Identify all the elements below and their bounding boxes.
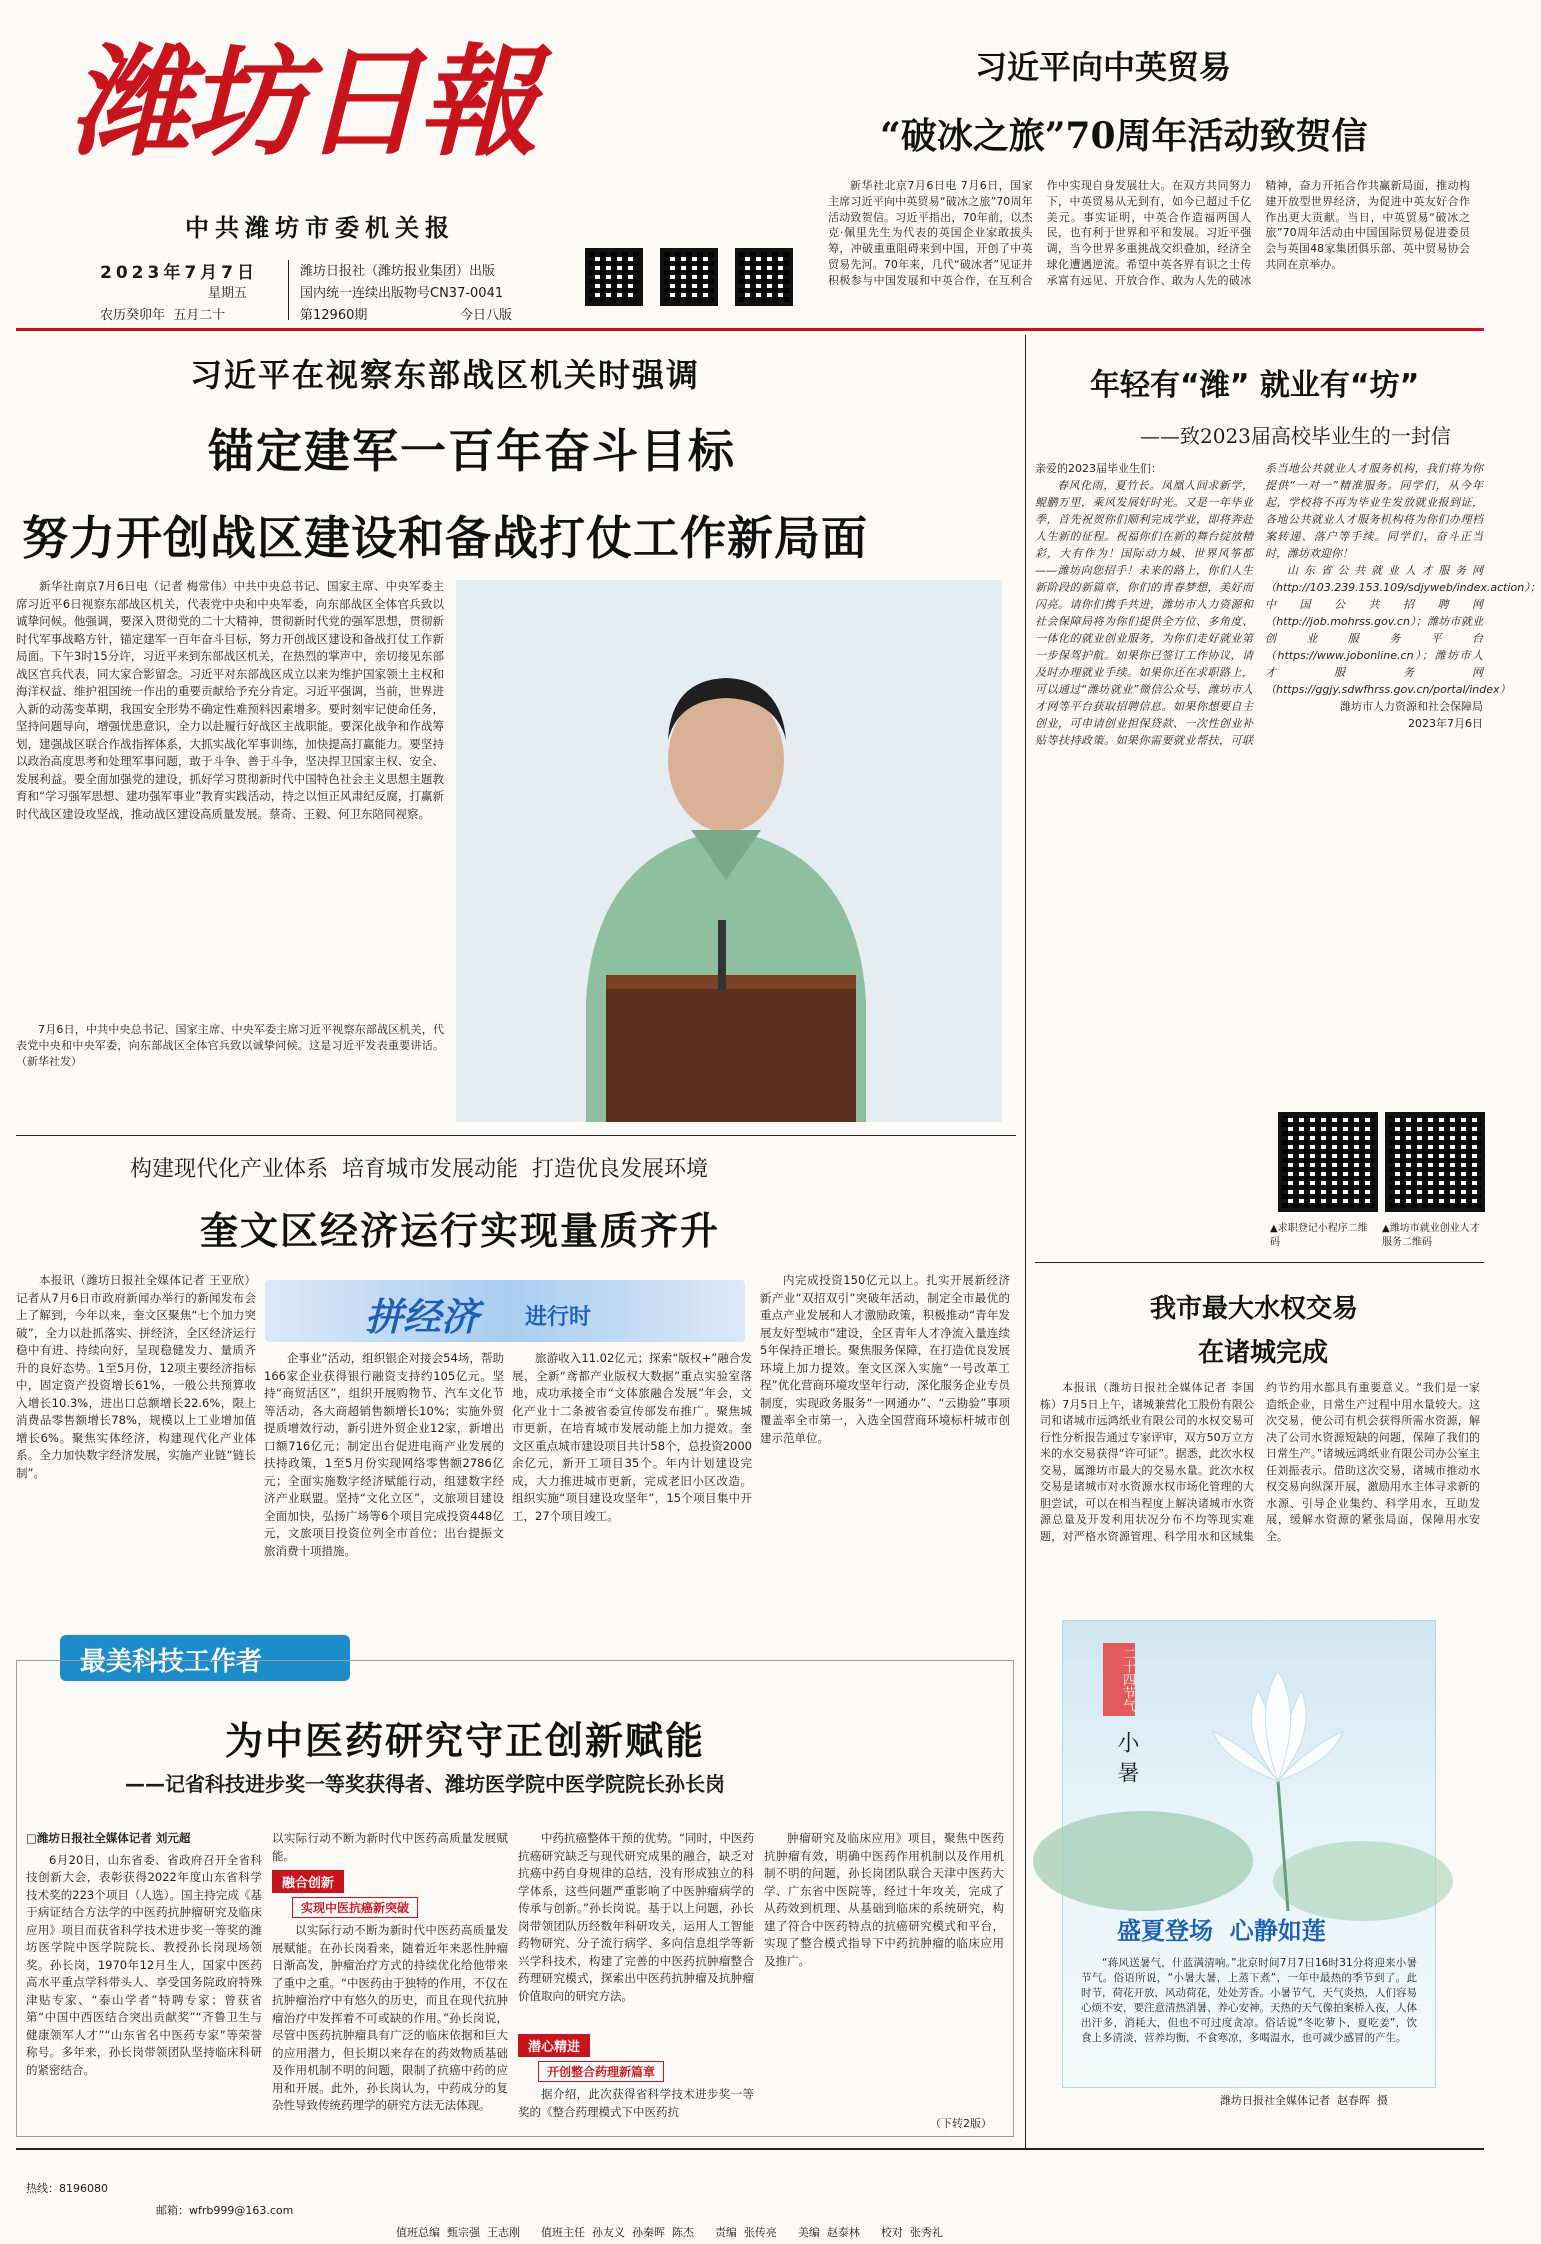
water-title-2: 在诸城完成	[1198, 1338, 1329, 1368]
masthead	[60, 28, 780, 328]
economy-col-4-text: 内完成投资150亿元以上。扎实开展新经济新产业“双招双引”突破年活动，制定全市最优的重点产业发展和人才激励政策，积极推动“青年发展友好型城市”建设，全区青年人才净流入量连续5年保持正增长。聚焦服务保障，在打造优良发展环境上加力提效。奎文区深入实施“一号改革工程”优化营商环境攻坚年行动，深化服务企业专员制度，实现政务服务“一网通办”、“云勘验”事项覆盖率全市第一，入选全国营商环境标杆城市创建示范单位。	[760, 1273, 1010, 1445]
trade-headline-2: “破冰之旅”70周年活动致贺信	[880, 115, 1368, 157]
xiaoshu-text: “蒋风送暑气，什蓝满清响。”北京时间7月7日16时31分将迎来小暑节气。俗语所说，“小暑大暑，上蒸下煮”，一年中最热的季节到了。此时节，荷花开放，风动荷花，处处芳香。小暑节气，天气炎热，人们容易心烦不安，要注意清热消暑、养心安神。天热的天气像拍案桥入夜，人体出汗多，消耗大，但也不可过度贪凉。俗话说“冬吃萝卜，夏吃姜”，饮食上多清淡，营养均衡，不食寒凉，多喝温水，也可减少感冒的产生。	[1081, 1957, 1417, 2044]
lead-caption-text: 7月6日，中共中央总书记、国家主席、中央军委主席习近平视察东部战区机关，代表党中央和中央军委，向东部战区全体官兵致以诚挚问候。这是习近平发表重要讲话。（新华社发）	[16, 1023, 444, 1068]
science-byline: □潍坊日报社全媒体记者 刘元超	[26, 1831, 191, 1845]
issue-date: 2023年7月7日	[100, 263, 258, 283]
science-title: 为中医药研究守正创新赋能	[225, 1718, 706, 1763]
qr-code-2[interactable]	[660, 248, 718, 306]
science-subhead-1: 实现中医抗癌新突破	[292, 1897, 418, 1918]
publisher: 潍坊日报社（潍坊报业集团）出版	[300, 264, 496, 279]
economy-col-2-text: 企事业“活动，组织银企对接会54场，帮助166家企业获得银行融资支持约105亿元。坚持“商贸活区”，组织开展购物节、汽车文化节等活动，各大商超销售额增长10%；实施外贸提质增效行动，新引进外贸企业12家，新增出口额716亿元；制定出台促进电商产业发展的扶持政策，1至5月份实现网络零售额2786亿元；全面实施数字经济赋能行动，组建数字经济产业联盟。坚持“文化立区”，文旅项目建设全面加快，弘扬广场等6个项目完成投资448亿元，文旅项目投资位列全市首位；出台提振文旅消费十项措施。	[264, 1351, 504, 1558]
science-col-4-text: 肿瘤研究及临床应用》项目，聚焦中医药抗肿瘤有效，明确中医药作用机制以及作用机制不明的问题，孙长岗团队联合天津中医药大学、广东省中医院等，经过十年攻关，完成了从药效到机理、从基础到临床的系统研究，构建了符合中医药特点的抗癌研究模式和平台，实现了整合模式指导下中药抗肿瘤的临床应用及推广。	[764, 1831, 1004, 1968]
science-col-3-wrap	[518, 1830, 754, 2130]
science-tag-2: 潜心精进	[518, 2034, 590, 2057]
lead-kicker: 习近平在视察东部战区机关时强调	[190, 356, 701, 394]
science-col-2	[272, 1922, 508, 2118]
water-text: 本报讯（潍坊日报社全媒体记者 李国栋）7月5日上午，诸城兼营化工股份有限公司和诸城市远鸿纸业有限公司的水权交易可行性分析报告通过专家评审，双方50万立方米的水交易获得“许可证”。据悉，此次水权交易，属潍坊市最大的交易水量。此次水权交易是诸城市对水资源水权市场化管理的大胆尝试，可以在相当程度上解决诸城市水资源总量及开发利用状况分布不均等现实难题，对严格水资源管理、科学用水和区域集约节约用水都具有重要意义。“我们是一家造纸企业，日常生产过程中用水量较大。这次交易，使公司有机会获得所需水资源，解决了公司水资源短缺的问题，保障了我们的日常生产。”诸城远鸿纸业有限公司办公室主任刘振表示。借助这次交易，诸城市推动水权交易向纵深开展，激励用水主体寻求新的水源、引导企业集约、科学用水，互助发展，缓解水资源的紧张局面，保障用水安全。	[1040, 1381, 1480, 1543]
xiaoshu-panel	[1062, 1620, 1436, 2088]
issue-weekday: 星期五	[208, 286, 248, 301]
science-subhead-2: 开创整合药理新篇章	[538, 2061, 664, 2082]
qr-caption-1: ▲求职登记小程序二维码	[1270, 1223, 1368, 1248]
economy-banner	[265, 1280, 745, 1342]
letter-text: 春风化雨，夏竹长。凤凰人间求新学，鲲鹏万里，乘风发展好时光。又是一年毕业季，首先祝贺你们顺利完成学业，即将奔赴人生新的征程。祝福你们在新的舞台绽放精彩，大有作为！国际动力城、世界风筝都——潍坊向您招手！未来的路上，你们人生新阶段的新篇章，你们的青春梦想，美好而闪亮。请你们携手共进，潍坊市人力资源和社会保障局将为你们提供全方位、多角度、一体化的就业创业服务，为你们走好就业第一步保驾护航。如果你已签订工作协议，请及时办理就业手续。如果你还在求职路上，可以通过“潍坊就业”微信公众号、潍坊市人才网等平台获取招聘信息。如果你想要自主创业，可申请创业担保贷款、一次性创业补贴等扶持政策。如果你需要就业帮扶，可联系当地公共就业人才服务机构，我们将为你提供“一对一”精准服务。同学们，从今年起，学校将不再为毕业生发放就业报到证，各地公共就业人才服务机构将为你们办理档案转递、落户等手续。同学们，奋斗正当时，潍坊欢迎你！	[1035, 462, 1483, 747]
science-col-3b-text: 据介绍，此次获得省科学技术进步奖一等奖的《整合药理模式下中医药抗	[518, 2087, 754, 2119]
xiaoshu-slogan: 盛夏登场 心静如莲	[1117, 1917, 1326, 1945]
economy-col-1-text: 本报讯（潍坊日报社全媒体记者 王亚欣）记者从7月6日市政府新闻办举行的新闻发布会上了解到，今年以来，奎文区聚焦“七个加力突破”，全力以赴抓落实、拼经济，全区经济运行稳中有进、持续向好，呈现稳健发力、量质齐升的良好态势。1至5月份，12项主要经济指标中，固定资产投资增长61%，一般公共预算收入增长10.3%，进出口总额增长22.6%，限上消费品零售额增长78%，规模以上工业增加值增长6%。聚焦实体经济，构建现代化产业体系。全力加快数字经济发展，实施产业链“链长制”。	[16, 1273, 256, 1480]
science-col-4	[764, 1830, 1004, 2110]
water-body	[1040, 1380, 1480, 1612]
science-subtitle: ——记省科技进步奖一等奖获得者、潍坊医学院中医学院院长孙长岗	[125, 1772, 725, 1796]
lead-photo-caption	[16, 1022, 444, 1122]
masthead-subtitle: 中共潍坊市委机关报	[185, 214, 455, 242]
footer-hotline: 热线：8196080	[26, 2182, 108, 2195]
economy-banner-title: 拼经济	[365, 1295, 480, 1339]
science-col-2-intro: 以实际行动不断为新时代中医药高质量发展赋能。	[272, 1831, 508, 1863]
letter-date: 2023年7月6日	[1408, 717, 1483, 730]
economy-col-4	[760, 1272, 1010, 1606]
science-col-2-lead	[272, 1830, 508, 1866]
job-qr-code[interactable]	[1278, 1112, 1378, 1212]
science-banner-title: 最美科技工作者	[80, 1647, 263, 1677]
economy-title: 奎文区经济运行实现量质齐升	[200, 1208, 721, 1253]
science-col-3	[518, 1830, 754, 2030]
trade-article-text: 新华社北京7月6日电 7月6日，国家主席习近平向中英贸易“破冰之旅”70周年活动致贺信。习近平指出，70年前，以杰克·佩里先生为代表的英国企业家敢拔头筹，冲破重重阻碍来到中国，开创了中英贸易先河。70年来，几代“破冰者”见证并积极参与中国发展和中英合作，在互利合作中实现自身发展壮大。在双方共同努力下，中英贸易从无到有，如今已超过千亿美元。事实证明，中英合作造福两国人民，也有利于世界和平和发展。习近平强调，当今世界多重挑战交织叠加，经济全球化遭遇逆流。希望中英各界有识之士传承富有远见、开放合作、敢为人先的破冰精神，奋力开拓合作共赢新局面，推动构建开放型世界经济，为促进中英友好合作作出更大贡献。当日，中英贸易“破冰之旅”70周年活动由中国国际贸易促进委员会与英国48家集团俱乐部、英中贸易协会共同在京举办。	[828, 179, 1470, 287]
trade-article-body	[828, 178, 1470, 318]
science-col-1-text: 6月20日，山东省委、省政府召开全省科技创新大会，表彰获得2022年度山东省科学技术奖的223个项目（人选）。国主持完成《基于病证结合方法学的中医药抗肿瘤研究及临床应用》项目而获省科学技术进步奖一等奖的潍坊医学院中医学院院长、教授孙长岗现场领奖。孙长岗，1970年12月生人，国家中医药高水平重点学科带头人、享受国务院政府特殊津贴专家、“泰山学者”特聘专家；曾获省第“中国中西医结合突出贡献奖”“齐鲁卫生与健康领军人才”“山东省名中医药专家”等荣誉称号。多年来，孙长岗带领团队坚持临床科研的紧密结合。	[26, 1852, 262, 2077]
lunar-date: 农历癸卯年 五月二十	[100, 308, 226, 323]
science-col-3b	[518, 2086, 754, 2122]
page-count: 今日八版	[460, 308, 513, 323]
lead-article-body	[16, 578, 444, 1014]
lead-title-1: 锚定建军一百年奋斗目标	[208, 424, 736, 478]
economy-banner-sub: 进行时	[525, 1305, 592, 1330]
letter-greeting: 亲爱的2023届毕业生们：	[1035, 462, 1162, 475]
qr-code-1[interactable]	[585, 248, 643, 306]
footer-editors: 值班总编 甄宗强 王志刚 值班主任 孙友义 孙秦晖 陈杰 责编 张传亮 美编 赵泰林 校对 张秀礼	[396, 2226, 943, 2239]
issue-number: 第12960期	[300, 308, 368, 323]
solar-term-name: 小暑	[1114, 1731, 1139, 1791]
newspaper-logo: 潍坊日報	[70, 32, 534, 173]
lead-article-text: 新华社南京7月6日电（记者 梅常伟）中共中央总书记、国家主席、中央军委主席习近平6日视察东部战区机关，代表党中央和中央军委，向东部战区全体官兵致以诚挚问候。他强调，要深入贯彻党的二十大精神，贯彻新时代党的强军思想，贯彻新时代军事战略方针，锚定建军一百年奋斗目标，努力开创战区建设和备战打仗工作新局面。下午3时15分许，习近平来到东部战区机关，在热烈的掌声中，亲切接见东部战区官兵代表，同大家合影留念。习近平对东部战区成立以来为维护国家领土主权和海洋权益、维护祖国统一作出的重要贡献给予充分肯定。习近平强调，当前，世界进入新的动荡变革期，我国安全形势不确定性难预料因素增多。要时刻牢记使命任务，坚持问题导向，增强忧患意识，全力以赴履行好战区主战职能。要深化战争和作战筹划，建强战区联合作战指挥体系，大抓实战化军事训练，加快提高打赢能力。要坚持以政治高度思考和处理军事问题，敢于斗争、善于斗争，坚决捍卫国家主权、安全、发展利益。要全面加强党的建设，抓好学习贯彻新时代中国特色社会主义思想主题教育和“学习强军思想、建功强军事业”教育实践活动，持之以恒正风肃纪反腐，打赢新时代战区建设攻坚战，推动战区建设高质量发展。蔡奇、王毅、何卫东陪同视察。	[16, 579, 444, 821]
economy-col-3	[512, 1350, 752, 1606]
economy-kicker: 构建现代化产业体系 培育城市发展动能 打造优良发展环境	[130, 1157, 708, 1182]
letter-body	[1035, 460, 1541, 1110]
lead-title-2: 努力开创战区建设和备战打仗工作新局面	[22, 511, 868, 565]
footer-email[interactable]: 邮箱：wfrb999@163.com	[156, 2204, 294, 2217]
solar-term-tag: 二十四节气	[1103, 1643, 1135, 1716]
economy-col-1	[16, 1272, 256, 1606]
qr-code-3[interactable]	[735, 248, 793, 306]
letter-links[interactable]: 山东省公共就业人才服务网（http://103.239.153.109/sdjyweb/index.action）；中国公共招聘网（http://job.mohrss.gov.cn）；潍坊市就业创业服务平台（https://www.jobonline.cn）；潍坊市人才服务网（https://ggjy.sdwfhrss.gov.cn/portal/index）	[1265, 564, 1541, 696]
science-continued[interactable]: （下转2版）	[930, 2117, 992, 2130]
speaker-illustration	[456, 580, 1002, 1122]
talent-qr-code[interactable]	[1385, 1112, 1485, 1212]
letter-signature: 潍坊市人力资源和社会保障局	[1340, 700, 1483, 713]
lead-photo	[456, 580, 1002, 1122]
science-tag-1: 融合创新	[272, 1870, 344, 1893]
footer-bar	[16, 2156, 1484, 2239]
science-col-3-text: 中药抗癌整体干预的优势。“同时，中医药抗癌研究缺乏与现代研究成果的融合，缺乏对抗癌中药自身规律的总结，没有形成独立的科学体系，这些问题严重影响了中医肿瘤病学的传承与创新。”孙长岗说。基于以上问题，孙长岗带领团队历经数年科研攻关，运用人工智能药物研究、分子流行病学、多向信息组学等新兴学科技术，构建了完善的中医药抗肿瘤整合药理研究模式，探索出中医药抗肿瘤及抗肿瘤价值取向的研究方法。	[518, 1831, 754, 2003]
cn-number: 国内统一连续出版物号CN37-0041	[300, 286, 504, 301]
trade-headline-1: 习近平向中英贸易	[975, 48, 1232, 86]
letter-title: 年轻有“潍” 就业有“坊”	[1090, 368, 1420, 403]
science-col-2-text: 以实际行动不断为新时代中医药高质量发展赋能。在孙长岗看来，随着近年来恶性肿瘤日渐高发，肿瘤治疗方式的持续优化给他带来了重中之重。“中医药由于独特的作用，不仅在抗肿瘤治疗中有悠久的历史，而且在现代抗肿瘤治疗中发挥着不可或缺的作用。”孙长岗说，尽管中医药抗肿瘤具有广泛的临床依据和巨大的应用潜力，但长期以来存在的药效物质基础及作用机制不明的问题，限制了抗癌中药的应用和开展。此外，孙长岗认为，中药成分的复杂性导致传统药理学的研究方法无法体现。	[272, 1923, 508, 2112]
xiaoshu-body	[1081, 1956, 1417, 2060]
qr-caption-2: ▲潍坊市就业创业人才服务二维码	[1382, 1223, 1480, 1248]
economy-col-2	[264, 1350, 504, 1606]
letter-subtitle: ——致2023届高校毕业生的一封信	[1140, 424, 1451, 448]
science-col-2-wrap	[272, 1830, 508, 2130]
water-title-1: 我市最大水权交易	[1150, 1294, 1359, 1324]
economy-col-3-text: 旅游收入11.02亿元；探索“版权+”融合发展，全新“鸢都产业版权大数据”重点实验室落地，成功承接全市“文体旅融合发展”年会，文化产业十二条被省委宣传部发布推广。聚焦城市更新，在培育城市发展动能上加力提效。奎文区重点城市建设项目共计58个，总投资2000余亿元，新开工项目35个。年内计划建设完成，大力推进城市更新，完成老旧小区改造。组织实施“项目建设攻坚年”，15个项目集中开工，27个项目竣工。	[512, 1351, 752, 1523]
science-col-1	[26, 1830, 262, 2130]
xiaoshu-credit: 潍坊日报社全媒体记者 赵春晖 摄	[1220, 2094, 1388, 2107]
